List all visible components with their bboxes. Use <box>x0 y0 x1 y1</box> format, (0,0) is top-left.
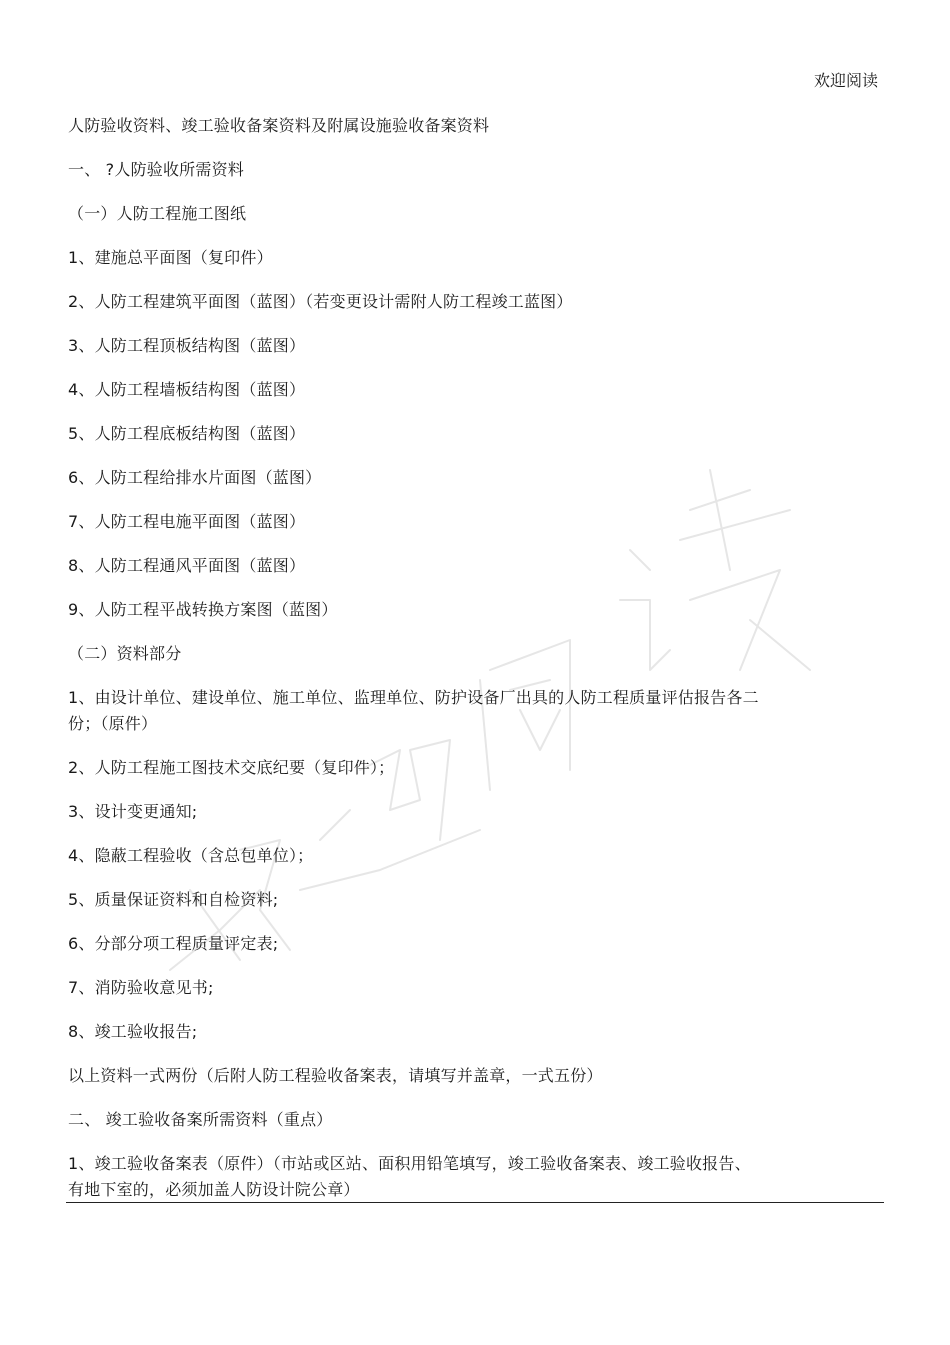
summary-text: 以上资料一式两份（后附人防工程验收备案表，请填写并盖章，一式五份） <box>68 1066 603 1085</box>
drawing-item: 6、人防工程给排水片面图（蓝图） <box>68 468 322 487</box>
materials-item: 4、隐蔽工程验收（含总包单位）； <box>68 846 314 865</box>
section2-heading: 二、 竣工验收备案所需资料（重点） <box>68 1110 333 1129</box>
materials-item: 2、人防工程施工图技术交底纪要（复印件）； <box>68 758 395 777</box>
drawing-item: 9、人防工程平战转换方案图（蓝图） <box>68 600 338 619</box>
header-right-text: 欢迎阅读 <box>813 71 878 90</box>
materials-item: 7、消防验收意见书; <box>68 978 214 997</box>
materials-item1-line2: 份；（原件） <box>68 714 158 733</box>
materials-item1-line1: 1、由设计单位、建设单位、施工单位、监理单位、防护设备厂出具的人防工程质量评估报告各二 <box>68 688 759 707</box>
sub1-heading: （一）人防工程施工图纸 <box>68 204 247 223</box>
drawing-item: 2、人防工程建筑平面图（蓝图）（若变更设计需附人防工程竣工蓝图） <box>68 292 573 311</box>
drawing-item: 4、人防工程墙板结构图（蓝图） <box>68 380 306 399</box>
sub2-heading: （二）资料部分 <box>68 644 182 663</box>
drawing-item: 3、人防工程顶板结构图（蓝图） <box>68 336 306 355</box>
materials-item: 6、分部分项工程质量评定表; <box>68 934 279 953</box>
drawing-item: 1、建施总平面图（复印件） <box>68 248 273 267</box>
materials-item: 8、竣工验收报告; <box>68 1022 198 1041</box>
materials-item: 5、质量保证资料和自检资料; <box>68 890 279 909</box>
drawing-item: 7、人防工程电施平面图（蓝图） <box>68 512 306 531</box>
section1-heading: 一、 ?人防验收所需资料 <box>68 160 244 179</box>
drawing-item: 5、人防工程底板结构图（蓝图） <box>68 424 306 443</box>
drawing-item: 8、人防工程通风平面图（蓝图） <box>68 556 306 575</box>
section2-item1-line2: 有地下室的，必须加盖人防设计院公章） <box>68 1180 360 1199</box>
page-bottom-rule <box>66 1202 884 1203</box>
materials-item: 3、设计变更通知; <box>68 802 198 821</box>
section2-item1-line1: 1、竣工验收备案表（原件）（市站或区站、面积用铅笔填写，竣工验收备案表、竣工验收报告、 <box>68 1154 751 1173</box>
document-title: 人防验收资料、竣工验收备案资料及附属设施验收备案资料 <box>68 116 490 135</box>
